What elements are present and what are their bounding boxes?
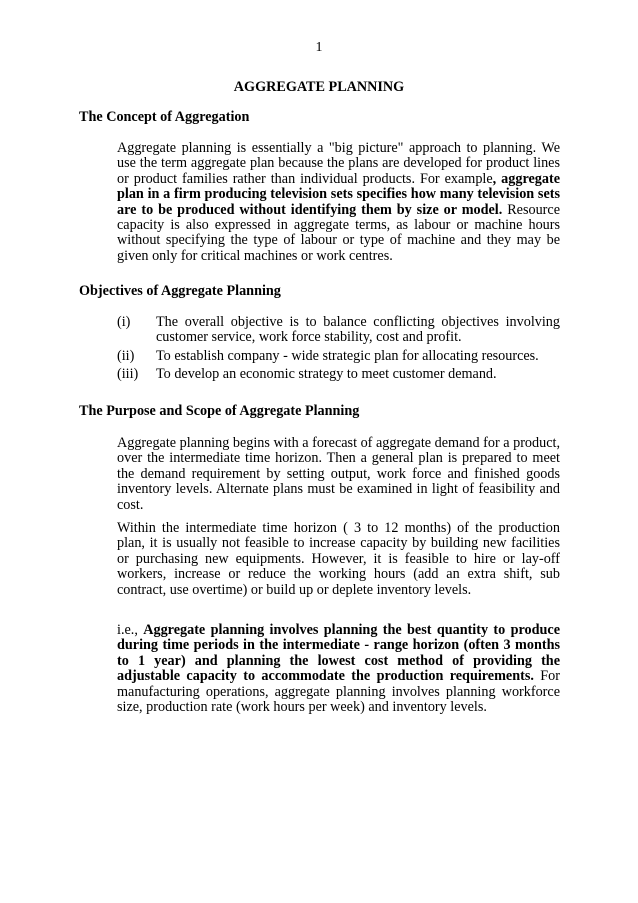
document-title: AGGREGATE PLANNING (233, 79, 405, 95)
list-item-text: To establish company - wide strategic plan for allocating resources. (156, 347, 539, 364)
list-item-number: (iii) (117, 366, 139, 383)
objectives-list (117, 315, 560, 386)
paragraph-concept-bold: , aggregate plan in a firm producing television sets specifies how many television sets are to be produced without identifying them by size or model. (117, 170, 560, 218)
list-item (117, 349, 560, 364)
paragraph-purpose-3-text: For manufacturing operations, aggregate planning involves planning workforce size, production rate (work hours per week) and inventory levels. (117, 668, 560, 716)
list-item (117, 367, 560, 382)
paragraph-purpose-3-lead: i.e., (117, 622, 144, 638)
list-item-number: (i) (117, 314, 131, 330)
list-item (117, 315, 560, 346)
paragraph-purpose-2: Within the intermediate time horizon ( 3 to 12 months) of the production plan, it is usually not feasible to increase capacity by building new facilities or purchasing new equipments. However, it is feasible to hire or lay-off workers, increase or reduce the working hours (add an extra shift, sub contract, use overtime) or build up or deplete inventory levels. (117, 520, 560, 598)
heading-concept-of-aggregation: The Concept of Aggregation (79, 109, 250, 125)
list-item-text: The overall objective is to balance conflicting objectives involving customer service, work force stability, cost and profit. (156, 314, 560, 346)
paragraph-purpose-3-bold: Aggregate planning involves planning the best quantity to produce during time periods in the intermediate - range horizon (often 3 months to 1 year) and planning the lowest cost method of providing the adjustable capacity to accommodate the production requirements. (117, 622, 560, 685)
paragraph-purpose-3 (117, 623, 560, 715)
list-item-number: (ii) (117, 347, 135, 364)
paragraph-purpose-1: Aggregate planning begins with a forecast of aggregate demand for a product, over the intermediate time horizon. Then a general plan is prepared to meet the demand requirement by setting output, work force and finished goods inventory levels. Alternate plans must be examined in light of feasibility and cost. (117, 435, 560, 513)
list-item-text: To develop an economic strategy to meet customer demand. (156, 366, 497, 383)
heading-objectives: Objectives of Aggregate Planning (79, 283, 281, 299)
paragraph-concept-text-2: Resource capacity is also expressed in aggregate terms, as labour or machine hours without specifying the type of labour or type of machine and they may be given only for critical machines or work centres. (117, 201, 560, 264)
paragraph-concept (117, 141, 560, 264)
heading-purpose-and-scope: The Purpose and Scope of Aggregate Planning (79, 403, 360, 419)
page-number: 1 (315, 40, 323, 55)
paragraph-concept-text-1: Aggregate planning is essentially a "big picture" approach to planning. We use the term aggregate plan because the plans are developed for product lines or product families rather than individual products. For example (117, 140, 560, 187)
